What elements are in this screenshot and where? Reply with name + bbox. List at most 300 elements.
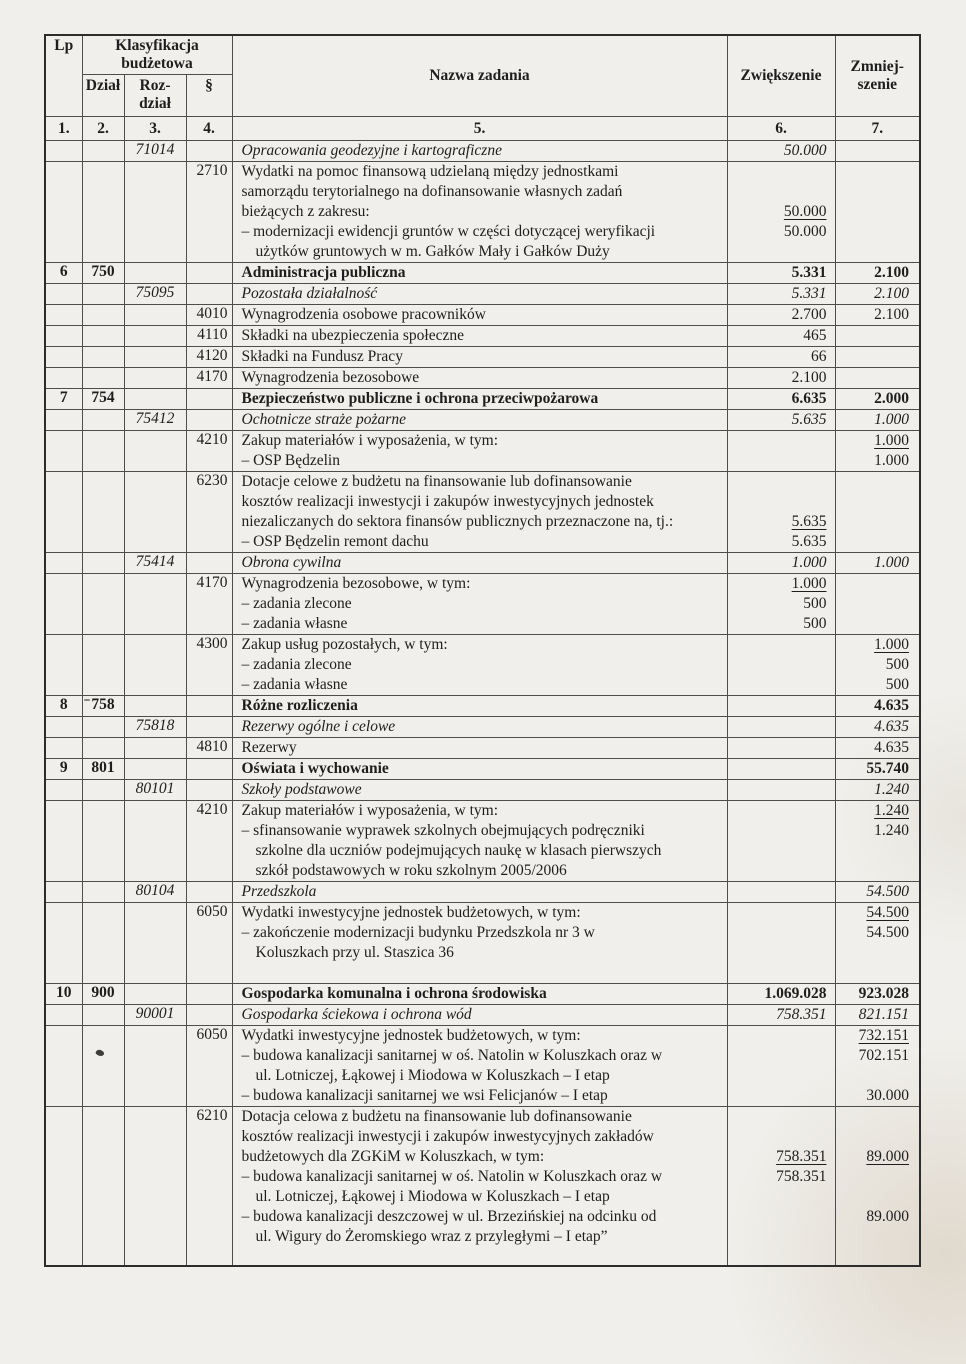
zwiekszenie-line xyxy=(728,738,835,758)
amount-value: 1.240 xyxy=(874,781,909,798)
lp-cell xyxy=(45,431,82,472)
lp-cell xyxy=(45,574,82,635)
zwiekszenie-line xyxy=(728,1167,835,1187)
zmniejszenie-line xyxy=(836,801,920,821)
rozdzial-cell xyxy=(124,759,186,780)
amount-value: 1.000 xyxy=(874,554,909,571)
zwiekszenie-line xyxy=(728,1086,835,1106)
rozdzial-cell xyxy=(124,162,186,263)
zwiekszenie-line xyxy=(728,1147,835,1167)
zwiekszenie-line xyxy=(728,861,835,881)
lp-cell xyxy=(45,347,82,368)
task-name-cell xyxy=(232,472,727,553)
zwiekszenie-cell xyxy=(727,472,835,553)
amount-value: 54.500 xyxy=(866,883,909,900)
lp-cell xyxy=(45,1026,82,1107)
zwiekszenie-line xyxy=(728,759,835,779)
lp-cell xyxy=(45,553,82,574)
table-row xyxy=(45,431,920,472)
task-name-line: Pozostała działalność xyxy=(241,285,378,302)
lp-cell: 6 xyxy=(45,263,82,284)
task-name-line: Ochotnicze straże pożarne xyxy=(241,411,406,428)
task-name-line: – zakończenie modernizacji budynku Przedszkola nr 3 w xyxy=(241,924,595,941)
task-name-line: – budowa kanalizacji sanitarnej w oś. Natolin w Koluszkach oraz w xyxy=(241,1047,663,1064)
lp-cell xyxy=(45,717,82,738)
par-cell xyxy=(186,717,232,738)
task-name-line: Obrona cywilna xyxy=(241,554,342,571)
zmniejszenie-line xyxy=(836,512,920,532)
task-name-cell xyxy=(232,984,727,1005)
zmniejszenie-line xyxy=(836,759,920,779)
zwiekszenie-cell xyxy=(727,368,835,389)
dzial-cell xyxy=(82,1005,124,1026)
rozdzial-cell xyxy=(124,738,186,759)
rozdzial-cell: 75095 xyxy=(124,284,186,305)
zwiekszenie-cell xyxy=(727,1026,835,1107)
zmniejszenie-line xyxy=(836,1207,920,1227)
task-name-line: – modernizacji ewidencji gruntów w części dotyczącej weryfikacji xyxy=(241,223,656,240)
par-cell xyxy=(186,984,232,1005)
zmniejszenie-cell xyxy=(835,305,920,326)
zmniejszenie-cell xyxy=(835,984,920,1005)
task-name-line: Zakup materiałów i wyposażenia, w tym: xyxy=(241,432,499,449)
zwiekszenie-line xyxy=(728,780,835,800)
zwiekszenie-line xyxy=(728,655,835,675)
dzial-cell xyxy=(82,903,124,984)
zwiekszenie-cell xyxy=(727,553,835,574)
zmniejszenie-line xyxy=(836,1107,920,1127)
zwiekszenie-line xyxy=(728,431,835,451)
amount-value: 5.635 xyxy=(791,533,827,550)
lp-cell xyxy=(45,326,82,347)
zmniejszenie-line xyxy=(836,553,920,573)
table-body xyxy=(45,141,920,1267)
task-name-line: – zadania zlecone xyxy=(241,656,352,673)
lp-cell xyxy=(45,368,82,389)
zmniejszenie-line xyxy=(836,368,920,388)
zmniejszenie-line xyxy=(836,943,920,963)
task-name-line: Zakup materiałów i wyposażenia, w tym: xyxy=(241,802,499,819)
task-name-line: Rezerwy ogólne i celowe xyxy=(241,718,396,735)
zmniejszenie-cell xyxy=(835,472,920,553)
task-name-cell xyxy=(232,284,727,305)
lp-cell: 7 xyxy=(45,389,82,410)
zmniejszenie-line xyxy=(836,1086,920,1106)
amount-value: 6.635 xyxy=(791,390,827,407)
zwiekszenie-line xyxy=(728,389,835,409)
task-name-line: – zadania własne xyxy=(241,676,348,693)
par-cell xyxy=(186,263,232,284)
zmniejszenie-line xyxy=(836,1046,920,1066)
zwiekszenie-line xyxy=(728,963,835,983)
table-row xyxy=(45,263,920,284)
table-row xyxy=(45,1026,920,1107)
dzial-cell xyxy=(82,738,124,759)
rozdzial-cell: 80104 xyxy=(124,882,186,903)
rozdzial-cell: 71014 xyxy=(124,141,186,162)
amount-value: 5.331 xyxy=(791,285,827,302)
task-name-cell xyxy=(232,263,727,284)
task-name-line: ul. Lotniczej, Łąkowej i Miodowa w Koluszkach – I etap xyxy=(255,1188,610,1205)
header-rozdzial-line1: Roz- xyxy=(139,77,171,94)
task-name-cell xyxy=(232,368,727,389)
zwiekszenie-line xyxy=(728,263,835,283)
dzial-cell: 801 xyxy=(82,759,124,780)
par-cell: 4170 xyxy=(186,574,232,635)
zmniejszenie-line xyxy=(836,984,920,1004)
zwiekszenie-cell xyxy=(727,882,835,903)
task-name-cell xyxy=(232,410,727,431)
lp-cell xyxy=(45,882,82,903)
task-name-cell xyxy=(232,1107,727,1267)
rozdzial-cell xyxy=(124,347,186,368)
dzial-cell: 900 xyxy=(82,984,124,1005)
par-cell xyxy=(186,284,232,305)
zmniejszenie-cell xyxy=(835,759,920,780)
task-name-line: – zadania własne xyxy=(241,615,348,632)
zmniejszenie-line xyxy=(836,882,920,902)
zmniejszenie-line xyxy=(836,717,920,737)
zwiekszenie-cell xyxy=(727,284,835,305)
table-row xyxy=(45,553,920,574)
amount-value: 500 xyxy=(803,595,827,612)
par-cell xyxy=(186,759,232,780)
rozdzial-cell xyxy=(124,326,186,347)
amount-value: 5.635 xyxy=(791,411,827,428)
amount-value: 50.000 xyxy=(783,142,827,159)
table-row xyxy=(45,738,920,759)
task-name-line: Bezpieczeństwo publiczne i ochrona przeciwpożarowa xyxy=(241,390,599,407)
amount-value: 500 xyxy=(885,656,909,673)
dzial-cell xyxy=(82,410,124,431)
zmniejszenie-line xyxy=(836,1187,920,1207)
zwiekszenie-cell xyxy=(727,305,835,326)
lp-cell: 10 xyxy=(45,984,82,1005)
lp-cell xyxy=(45,738,82,759)
rozdzial-cell xyxy=(124,696,186,717)
header-paragraf: § xyxy=(186,75,232,117)
task-name-cell xyxy=(232,780,727,801)
zwiekszenie-cell xyxy=(727,717,835,738)
par-cell: 6210 xyxy=(186,1107,232,1267)
task-name-cell xyxy=(232,882,727,903)
par-cell: 4810 xyxy=(186,738,232,759)
zwiekszenie-line xyxy=(728,696,835,716)
table-row xyxy=(45,326,920,347)
amount-value: 732.151 xyxy=(858,1027,909,1044)
rozdzial-cell xyxy=(124,431,186,472)
par-cell: 4120 xyxy=(186,347,232,368)
amount-value: 465 xyxy=(803,327,827,344)
task-name-line: Wydatki inwestycyjne jednostek budżetowych, w tym: xyxy=(241,904,581,921)
lp-cell xyxy=(45,635,82,696)
zmniejszenie-cell xyxy=(835,1005,920,1026)
zwiekszenie-line xyxy=(728,984,835,1004)
task-name-line: Koluszkach przy ul. Staszica 36 xyxy=(255,944,454,961)
zwiekszenie-cell xyxy=(727,431,835,472)
lp-cell xyxy=(45,780,82,801)
zmniejszenie-line xyxy=(836,738,920,758)
par-cell xyxy=(186,410,232,431)
task-name-line: – OSP Będzelin remont dachu xyxy=(241,533,429,550)
table-row xyxy=(45,162,920,263)
par-cell xyxy=(186,1005,232,1026)
task-name-cell xyxy=(232,1005,727,1026)
dzial-cell: 750 xyxy=(82,263,124,284)
dzial-cell xyxy=(82,284,124,305)
table-row xyxy=(45,780,920,801)
amount-value: 89.000 xyxy=(866,1148,909,1165)
column-number: 2. xyxy=(82,117,124,141)
task-name-line: Gospodarka komunalna i ochrona środowiska xyxy=(241,985,547,1002)
budget-table xyxy=(44,34,921,1267)
table-row xyxy=(45,389,920,410)
zmniejszenie-cell xyxy=(835,1107,920,1267)
amount-value: 1.000 xyxy=(791,575,827,592)
task-name-line: – budowa kanalizacji sanitarnej w oś. Natolin w Koluszkach oraz w xyxy=(241,1168,663,1185)
par-cell xyxy=(186,389,232,410)
rozdzial-cell xyxy=(124,263,186,284)
zwiekszenie-cell xyxy=(727,389,835,410)
zwiekszenie-line xyxy=(728,1127,835,1147)
zwiekszenie-cell xyxy=(727,1107,835,1267)
task-name-line: Wydatki na pomoc finansową udzielaną między jednostkami xyxy=(241,163,619,180)
header-zmniejszenie-line2: szenie xyxy=(857,76,898,93)
header-klasyfikacja-budzetowa: Klasyfikacja budżetowa xyxy=(82,35,232,75)
dzial-cell xyxy=(82,574,124,635)
zmniejszenie-line xyxy=(836,1005,920,1025)
table-row xyxy=(45,305,920,326)
zwiekszenie-line xyxy=(728,1107,835,1127)
zmniejszenie-cell xyxy=(835,284,920,305)
amount-value: 758.351 xyxy=(776,1148,827,1165)
dzial-cell: 754 xyxy=(82,389,124,410)
zmniejszenie-line xyxy=(836,861,920,881)
zmniejszenie-cell xyxy=(835,696,920,717)
task-name-line: kosztów realizacji inwestycji i zakupów inwestycyjnych jednostek xyxy=(241,493,654,510)
amount-value: 1.000 xyxy=(791,554,827,571)
rozdzial-cell xyxy=(124,903,186,984)
lp-cell xyxy=(45,305,82,326)
header-zwiekszenie: Zwiększenie xyxy=(727,35,835,117)
rozdzial-cell xyxy=(124,1026,186,1107)
amount-value: 702.151 xyxy=(858,1047,909,1064)
zwiekszenie-cell xyxy=(727,759,835,780)
zwiekszenie-line xyxy=(728,717,835,737)
dzial-cell xyxy=(82,1026,124,1107)
zmniejszenie-line xyxy=(836,532,920,552)
zmniejszenie-line xyxy=(836,451,920,471)
zmniejszenie-cell xyxy=(835,574,920,635)
dzial-cell xyxy=(82,305,124,326)
header-zmniejszenie-line1: Zmniej- xyxy=(850,58,904,75)
task-name-line: szkół podstawowych w roku szkolnym 2005/2006 xyxy=(255,862,567,879)
par-cell: 2710 xyxy=(186,162,232,263)
rozdzial-cell xyxy=(124,574,186,635)
task-name-cell xyxy=(232,738,727,759)
lp-cell xyxy=(45,410,82,431)
zmniejszenie-cell xyxy=(835,635,920,696)
par-cell: 4110 xyxy=(186,326,232,347)
zwiekszenie-line xyxy=(728,923,835,943)
task-name-line: budżetowych dla ZGKiM w Koluszkach, w tym: xyxy=(241,1148,545,1165)
task-name-cell xyxy=(232,347,727,368)
table-row xyxy=(45,984,920,1005)
zmniejszenie-line xyxy=(836,182,920,202)
task-name-line: niezaliczanych do sektora finansów publicznych przeznaczone na, tj.: xyxy=(241,513,674,530)
task-name-cell xyxy=(232,759,727,780)
zmniejszenie-cell xyxy=(835,410,920,431)
rozdzial-cell xyxy=(124,389,186,410)
zmniejszenie-line xyxy=(836,841,920,861)
zwiekszenie-line xyxy=(728,222,835,242)
zmniejszenie-cell xyxy=(835,347,920,368)
task-name-line: Różne rozliczenia xyxy=(241,697,358,714)
task-name-line: – OSP Będzelin xyxy=(241,452,340,469)
zwiekszenie-cell xyxy=(727,574,835,635)
rozdzial-cell xyxy=(124,472,186,553)
amount-value: 5.635 xyxy=(791,513,827,530)
zwiekszenie-line xyxy=(728,1005,835,1025)
column-number: 6. xyxy=(727,117,835,141)
dzial-cell xyxy=(82,162,124,263)
table-row xyxy=(45,717,920,738)
amount-value: 1.000 xyxy=(874,452,909,469)
task-name-line: Wydatki inwestycyjne jednostek budżetowych, w tym: xyxy=(241,1027,581,1044)
zmniejszenie-cell xyxy=(835,738,920,759)
amount-value: 50.000 xyxy=(783,203,827,220)
zmniejszenie-line xyxy=(836,472,920,492)
task-name-cell xyxy=(232,903,727,984)
zmniejszenie-line xyxy=(836,1026,920,1046)
task-name-line: ul. Lotniczej, Łąkowej i Miodowa w Koluszkach – I etap xyxy=(255,1067,610,1084)
zwiekszenie-line xyxy=(728,882,835,902)
zwiekszenie-line xyxy=(728,284,835,304)
zwiekszenie-line xyxy=(728,614,835,634)
zmniejszenie-line xyxy=(836,347,920,367)
zwiekszenie-cell xyxy=(727,162,835,263)
zmniejszenie-cell xyxy=(835,162,920,263)
zmniejszenie-line xyxy=(836,410,920,430)
table-row xyxy=(45,759,920,780)
amount-value: 500 xyxy=(803,615,827,632)
zwiekszenie-line xyxy=(728,492,835,512)
lp-cell xyxy=(45,1005,82,1026)
task-name-cell xyxy=(232,305,727,326)
zmniejszenie-cell xyxy=(835,780,920,801)
zmniejszenie-line xyxy=(836,389,920,409)
zmniejszenie-cell xyxy=(835,431,920,472)
amount-value: 2.700 xyxy=(791,306,827,323)
table-row xyxy=(45,903,920,984)
zmniejszenie-line xyxy=(836,903,920,923)
amount-value: 821.151 xyxy=(858,1006,909,1023)
zmniejszenie-line xyxy=(836,696,920,716)
task-name-line: Zakup usług pozostałych, w tym: xyxy=(241,636,448,653)
task-name-line: Szkoły podstawowe xyxy=(241,781,362,798)
zmniejszenie-line xyxy=(836,162,920,182)
task-name-line: Administracja publiczna xyxy=(241,264,406,281)
zmniejszenie-line xyxy=(836,492,920,512)
column-number: 3. xyxy=(124,117,186,141)
zwiekszenie-line xyxy=(728,943,835,963)
zwiekszenie-line xyxy=(728,594,835,614)
zwiekszenie-cell xyxy=(727,801,835,882)
zmniejszenie-line xyxy=(836,242,920,262)
zmniejszenie-cell xyxy=(835,903,920,984)
lp-cell xyxy=(45,284,82,305)
dzial-cell xyxy=(82,431,124,472)
table-row xyxy=(45,284,920,305)
task-name-line: – zadania zlecone xyxy=(241,595,352,612)
par-cell xyxy=(186,553,232,574)
table-row xyxy=(45,141,920,162)
zwiekszenie-line xyxy=(728,305,835,325)
column-number: 5. xyxy=(232,117,727,141)
task-name-line: – budowa kanalizacji deszczowej w ul. Brzezińskiej na odcinku od xyxy=(241,1208,657,1225)
zmniejszenie-line xyxy=(836,1127,920,1147)
task-name-line: Wynagrodzenia bezosobowe xyxy=(241,369,420,386)
task-name-line: Składki na ubezpieczenia społeczne xyxy=(241,327,464,344)
task-name-line xyxy=(242,963,721,983)
amount-value: 66 xyxy=(811,348,827,365)
table-row xyxy=(45,635,920,696)
zmniejszenie-cell xyxy=(835,801,920,882)
zwiekszenie-line xyxy=(728,410,835,430)
zwiekszenie-line xyxy=(728,326,835,346)
task-name-cell xyxy=(232,389,727,410)
table-row xyxy=(45,347,920,368)
zwiekszenie-line xyxy=(728,472,835,492)
lp-cell xyxy=(45,162,82,263)
task-name-line: Rezerwy xyxy=(241,739,297,756)
header-nazwa-zadania: Nazwa zadania xyxy=(232,35,727,117)
zwiekszenie-line xyxy=(728,675,835,695)
amount-value: 758.351 xyxy=(776,1006,827,1023)
rozdzial-cell: 75412 xyxy=(124,410,186,431)
zmniejszenie-cell xyxy=(835,553,920,574)
dzial-cell xyxy=(82,553,124,574)
amount-value: 1.000 xyxy=(874,411,909,428)
zwiekszenie-line xyxy=(728,841,835,861)
task-name-cell xyxy=(232,162,727,263)
task-name-cell xyxy=(232,141,727,162)
zmniejszenie-cell xyxy=(835,368,920,389)
table-row xyxy=(45,882,920,903)
header-lp: Lp xyxy=(45,35,82,117)
zwiekszenie-cell xyxy=(727,1005,835,1026)
dzial-cell xyxy=(82,141,124,162)
dzial-cell xyxy=(82,882,124,903)
zwiekszenie-cell xyxy=(727,263,835,284)
zwiekszenie-line xyxy=(728,1187,835,1207)
zwiekszenie-line xyxy=(728,1046,835,1066)
task-name-line: użytków gruntowych w m. Gałków Mały i Gałków Duży xyxy=(255,243,610,260)
zmniejszenie-line xyxy=(836,780,920,800)
dzial-cell: 758 xyxy=(82,696,124,717)
dzial-cell xyxy=(82,801,124,882)
task-name-line: Oświata i wychowanie xyxy=(241,760,389,777)
amount-value: 4.635 xyxy=(874,697,909,714)
zwiekszenie-cell xyxy=(727,984,835,1005)
task-name-cell xyxy=(232,717,727,738)
rozdzial-cell xyxy=(124,305,186,326)
rozdzial-cell: 75414 xyxy=(124,553,186,574)
zmniejszenie-line xyxy=(836,305,920,325)
amount-value: 1.069.028 xyxy=(764,985,827,1002)
task-name-cell xyxy=(232,801,727,882)
zmniejszenie-line xyxy=(836,284,920,304)
